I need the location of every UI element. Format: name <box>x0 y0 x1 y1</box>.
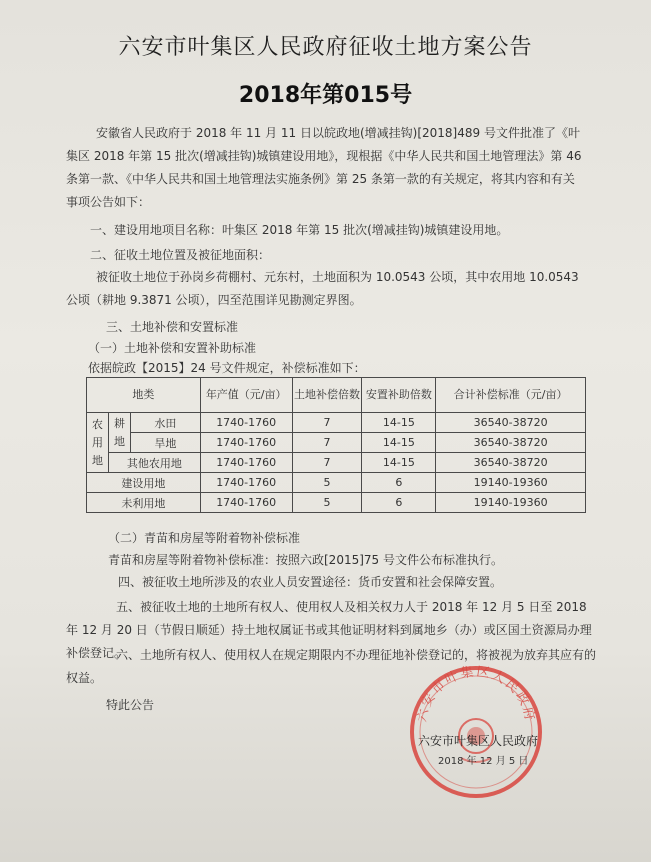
farmland-label: 农用地 <box>87 413 109 473</box>
compensation-table <box>86 377 586 513</box>
cell-comp: 7 <box>292 453 362 473</box>
section-1: 一、建设用地项目名称：叶集区 2018 年第 15 批次(增减挂钩)城镇建设用地。 <box>90 223 509 237</box>
cultivated-label: 耕地 <box>108 413 130 453</box>
cell-output: 1740-1760 <box>200 413 292 433</box>
header-land-type: 地类 <box>87 378 201 413</box>
cell-resettle: 14-15 <box>362 453 436 473</box>
cell-type: 建设用地 <box>87 473 201 493</box>
cell-total: 36540-38720 <box>436 413 586 433</box>
cell-total: 19140-19360 <box>436 473 586 493</box>
section-3b-heading: （二）青苗和房屋等附着物补偿标准 <box>108 531 301 545</box>
section-5: 五、被征收土地的土地所有权人、使用权人及相关权力人于 2018 年 12 月 5 日至 2018 年 12 月 20 日（节假日顺延）持土地权属证书或其他证明材料到属地乡（办）或区国土资源局办理补偿登记。 <box>66 600 592 660</box>
table-row <box>87 493 586 513</box>
cell-type: 其他农用地 <box>108 453 200 473</box>
svg-text:六安市叶集区人民政府: 六安市叶集区人民政府 <box>414 664 538 724</box>
table-row <box>87 413 586 433</box>
table-row <box>87 473 586 493</box>
section-6: 六、土地所有权人、使用权人在规定期限内不办理征地补偿登记的，将被视为放弃其应有的权益。 <box>66 648 597 685</box>
cell-comp: 5 <box>292 473 362 493</box>
cell-output: 1740-1760 <box>200 433 292 453</box>
section-2-body: 被征收土地位于孙岗乡荷棚村、元东村，土地面积为 10.0543 公顷，其中农用地 10.0543 公顷（耕地 9.3871 公顷），四至范围详见勘测定界图。 <box>66 270 579 307</box>
section-4: 四、被征收土地所涉及的农业人员安置途径：货币安置和社会保障安置。 <box>118 575 503 589</box>
intro-paragraph: 安徽省人民政府于 2018 年 11 月 11 日以皖政地(增减挂钩)[2018]489 号文件批准了《叶集区 2018 年第 15 批次(增减挂钩)城镇建设用地》，现根据《中华人民共和国土地管理法》第 46 条第一款、《中华人民共和国土地管理法实施条例》第 25 条第一款的有关规定，将其内容和有关事项公告如下： <box>66 126 582 209</box>
document-number: 2018年第015号 <box>238 83 413 108</box>
header-total: 合计补偿标准（元/亩） <box>436 378 586 413</box>
cell-type: 旱地 <box>130 433 200 453</box>
signing-date: 2018 年 12 月 5 日 <box>438 756 529 767</box>
table-header-row <box>87 378 586 413</box>
table-row <box>87 453 586 473</box>
table-row <box>87 433 586 453</box>
cell-resettle: 14-15 <box>362 433 436 453</box>
cell-resettle: 6 <box>362 493 436 513</box>
closing-note: 特此公告 <box>106 698 155 712</box>
cell-comp: 7 <box>292 413 362 433</box>
section-3-heading: 三、土地补偿和安置标准 <box>106 320 239 334</box>
document-title: 六安市叶集区人民政府征收土地方案公告 <box>118 35 533 60</box>
cell-type: 未利用地 <box>87 493 201 513</box>
cell-output: 1740-1760 <box>200 473 292 493</box>
cell-comp: 7 <box>292 433 362 453</box>
cell-comp: 5 <box>292 493 362 513</box>
cell-total: 19140-19360 <box>436 493 586 513</box>
header-land-comp: 土地补偿倍数 <box>292 378 362 413</box>
cell-type: 水田 <box>130 413 200 433</box>
signing-authority: 六安市叶集区人民政府 <box>418 734 539 748</box>
crop-compensation: 青苗和房屋等附着物补偿标准：按照六政[2015]75 号文件公布标准执行。 <box>108 553 503 567</box>
cell-resettle: 6 <box>362 473 436 493</box>
cell-resettle: 14-15 <box>362 413 436 433</box>
header-resettle: 安置补助倍数 <box>362 378 436 413</box>
compensation-basis: 依据皖政【2015】24 号文件规定，补偿标准如下： <box>88 361 366 375</box>
cell-total: 36540-38720 <box>436 453 586 473</box>
cell-output: 1740-1760 <box>200 493 292 513</box>
section-2-heading: 二、征收土地位置及被征地面积： <box>90 248 271 262</box>
cell-output: 1740-1760 <box>200 453 292 473</box>
cell-total: 36540-38720 <box>436 433 586 453</box>
header-annual-output: 年产值（元/亩） <box>200 378 292 413</box>
section-3a-heading: （一）土地补偿和安置补助标准 <box>88 341 257 355</box>
